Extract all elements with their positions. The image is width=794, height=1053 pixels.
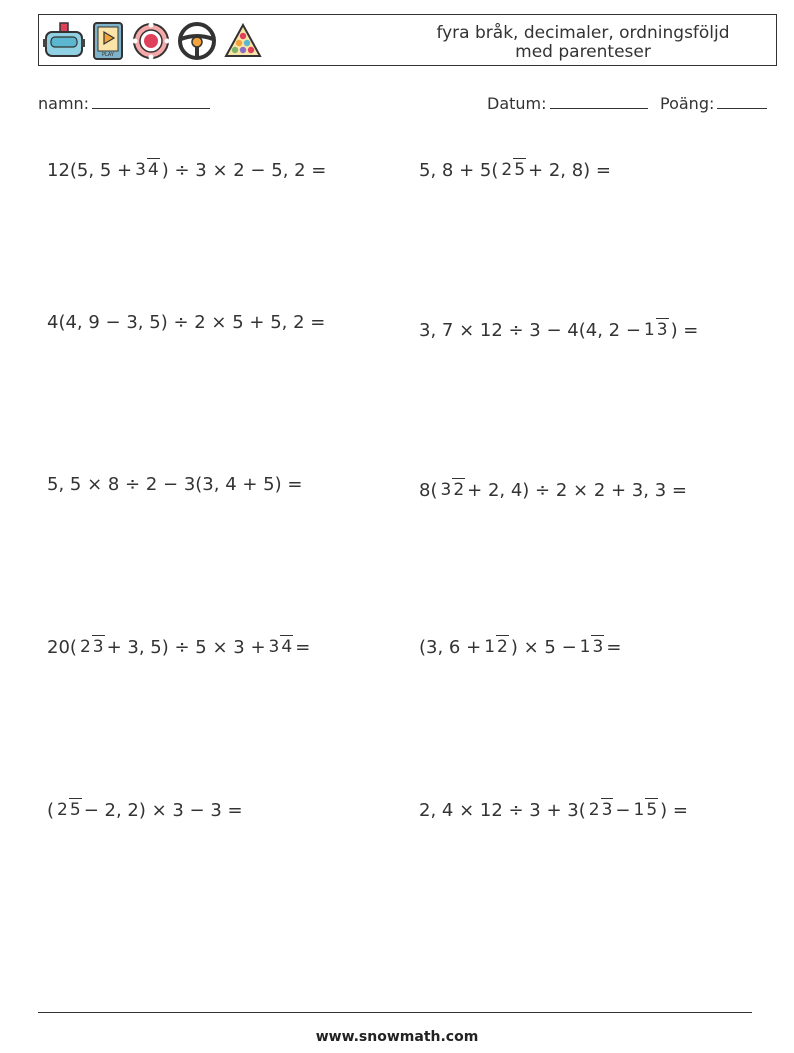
expression-text: 3, 7 × 12 ÷ 3 − 4(4, 2 − xyxy=(419,319,641,341)
score-field xyxy=(660,92,767,113)
problem-9 xyxy=(47,788,243,832)
problem-5 xyxy=(47,462,302,506)
expression-text: 8( xyxy=(419,479,438,501)
fraction xyxy=(79,637,105,657)
problem-7 xyxy=(47,625,310,669)
problem-1 xyxy=(47,148,326,192)
fraction-denominator: 3 xyxy=(601,800,613,820)
fraction-numerator: 3 xyxy=(440,480,452,500)
expression-text: 12(5, 5 + xyxy=(47,159,133,181)
steering-wheel-icon xyxy=(177,21,217,61)
header-icons xyxy=(43,21,263,61)
score-blank[interactable] xyxy=(717,92,767,109)
fraction xyxy=(56,800,82,820)
fraction-numerator: 2 xyxy=(501,160,513,180)
fraction-denominator: 4 xyxy=(147,160,159,180)
name-blank[interactable] xyxy=(92,92,210,109)
fraction xyxy=(439,480,465,500)
problem-10 xyxy=(419,788,688,832)
fraction-numerator: 3 xyxy=(268,637,280,657)
expression-text: ( xyxy=(47,799,55,821)
fraction xyxy=(500,160,526,180)
expression-text: 2, 4 × 12 ÷ 3 + 3( xyxy=(419,799,586,821)
footer-divider xyxy=(38,1012,752,1013)
worksheet-header xyxy=(38,14,777,66)
problem-2 xyxy=(419,148,611,192)
problem-4 xyxy=(419,308,698,352)
expression-text: 5, 5 × 8 ÷ 2 − 3(3, 4 + 5) = xyxy=(47,473,303,495)
fraction-denominator: 3 xyxy=(92,637,104,657)
name-label: namn: xyxy=(38,94,90,113)
problem-8 xyxy=(419,625,621,669)
worksheet-title: fyra bråk, decimaler, ordningsföljd med parenteser xyxy=(436,23,730,62)
fraction xyxy=(483,637,509,657)
expression-text: ) ÷ 3 × 2 − 5, 2 = xyxy=(161,159,327,181)
fraction-numerator: 2 xyxy=(79,637,91,657)
expression-text: = xyxy=(606,636,622,658)
date-label: Datum: xyxy=(487,94,547,113)
fraction-numerator: 1 xyxy=(484,637,496,657)
fraction-denominator: 3 xyxy=(592,637,604,657)
fraction xyxy=(633,800,659,820)
fraction-denominator: 5 xyxy=(514,160,526,180)
expression-text: ) = xyxy=(670,319,699,341)
expression-text: 4(4, 9 − 3, 5) ÷ 2 × 5 + 5, 2 = xyxy=(47,311,326,333)
expression-text: 20( xyxy=(47,636,77,658)
fraction-denominator: 2 xyxy=(497,637,508,657)
tablet-play-icon xyxy=(91,21,125,61)
name-field xyxy=(38,92,210,113)
fraction xyxy=(643,320,669,340)
fraction-numerator: 1 xyxy=(643,320,655,340)
fraction xyxy=(588,800,614,820)
expression-text: ) × 5 − xyxy=(510,636,577,658)
expression-text: + 2, 4) ÷ 2 × 2 + 3, 3 = xyxy=(467,479,687,501)
fraction-numerator: 2 xyxy=(588,800,600,820)
expression-text: + 2, 8) = xyxy=(528,159,611,181)
score-label: Poäng: xyxy=(660,94,715,113)
fraction xyxy=(579,637,605,657)
expression-text: − 2, 2) × 3 − 3 = xyxy=(83,799,243,821)
fraction xyxy=(268,637,294,657)
expression-text: + 3, 5) ÷ 5 × 3 + xyxy=(106,636,266,658)
fraction-numerator: 1 xyxy=(579,637,591,657)
fraction xyxy=(134,160,160,180)
problem-3 xyxy=(47,300,325,344)
fraction-numerator: 1 xyxy=(633,800,645,820)
billiard-rack-icon xyxy=(223,21,263,61)
date-field xyxy=(487,92,648,113)
expression-text: = xyxy=(295,636,311,658)
play-label: PLAY xyxy=(101,52,115,58)
fraction-denominator: 3 xyxy=(656,320,668,340)
expression-text: ) = xyxy=(660,799,688,821)
vr-headset-icon xyxy=(43,21,85,61)
date-blank[interactable] xyxy=(550,92,648,109)
fraction-denominator: 2 xyxy=(453,480,465,500)
poker-chip-icon xyxy=(131,21,171,61)
fraction-denominator: 5 xyxy=(69,800,81,820)
expression-text: 5, 8 + 5( xyxy=(419,159,499,181)
fraction-denominator: 5 xyxy=(646,800,658,820)
fraction-numerator: 2 xyxy=(57,800,68,820)
expression-text: (3, 6 + xyxy=(419,636,482,658)
expression-text: − xyxy=(615,799,631,821)
problem-6 xyxy=(419,468,687,512)
footer-url: www.snowmath.com xyxy=(315,1029,479,1045)
fraction-numerator: 3 xyxy=(135,160,146,180)
fraction-denominator: 4 xyxy=(281,637,293,657)
